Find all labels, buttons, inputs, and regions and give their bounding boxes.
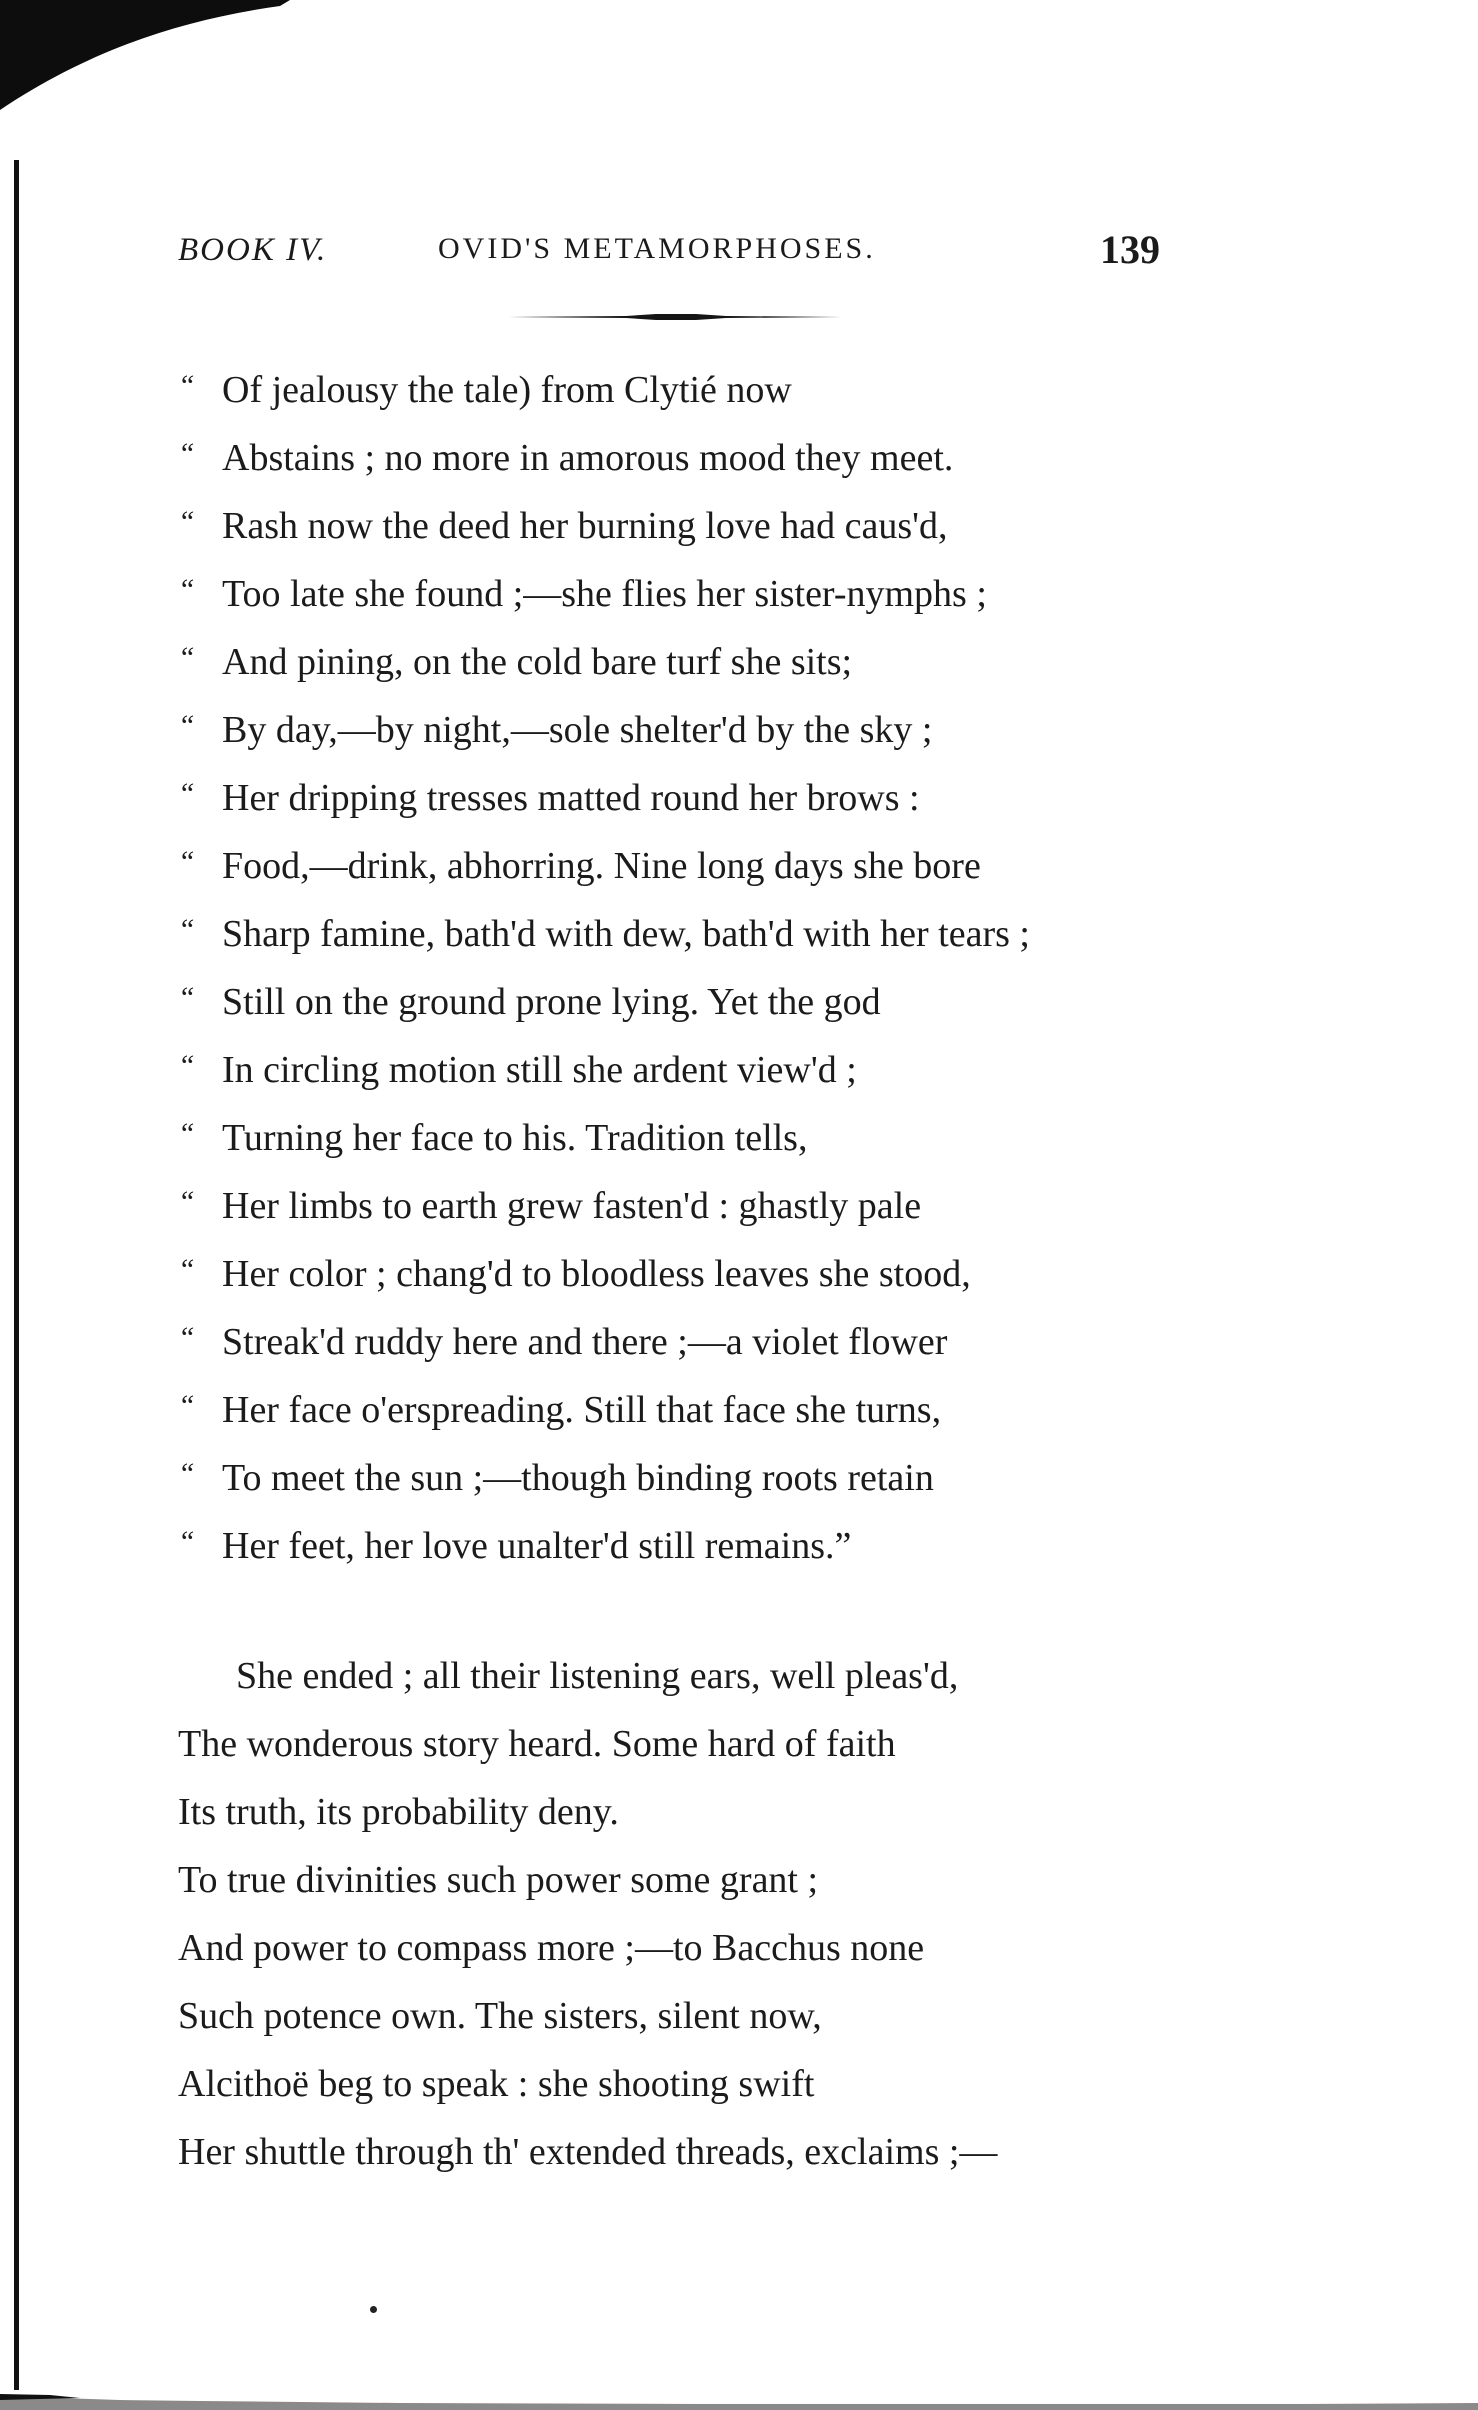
verse-block <box>178 366 1278 1590</box>
stray-mark <box>370 2306 377 2313</box>
opening-quote-mark: “ <box>178 1525 195 1558</box>
opening-quote-mark: “ <box>178 1457 195 1490</box>
running-title: OVID'S METAMORPHOSES. <box>438 232 876 265</box>
scan-corner-shadow <box>0 0 300 120</box>
narrative-block <box>178 1652 1278 2196</box>
verse-line <box>178 1250 1278 1318</box>
narrative-line: Its truth, its probability deny. <box>178 1791 619 1833</box>
opening-quote-mark: “ <box>178 369 195 402</box>
verse-line-text: Abstains ; no more in amorous mood they meet. <box>222 437 954 479</box>
opening-quote-mark: “ <box>178 573 195 606</box>
opening-quote-mark: “ <box>178 1117 195 1150</box>
verse-line-text: Too late she found ;—she flies her sister-nymphs ; <box>222 573 987 615</box>
scan-left-edge <box>14 160 19 2390</box>
verse-line-text: Still on the ground prone lying. Yet the god <box>222 981 881 1023</box>
narrative-line: To true divinities such power some grant ; <box>178 1859 819 1901</box>
verse-line-text: Turning her face to his. Tradition tells, <box>222 1117 808 1159</box>
narrative-line: She ended ; all their listening ears, well pleas'd, <box>236 1655 959 1697</box>
verse-line-text: To meet the sun ;—though binding roots retain <box>222 1457 934 1499</box>
opening-quote-mark: “ <box>178 981 195 1014</box>
opening-quote-mark: “ <box>178 1049 195 1082</box>
opening-quote-mark: “ <box>178 437 195 470</box>
narrative-line: Alcithoë beg to speak : she shooting swift <box>178 2063 815 2105</box>
verse-line-text: Rash now the deed her burning love had caus'd, <box>222 505 948 547</box>
verse-line <box>178 1318 1278 1386</box>
verse-line <box>178 1522 1278 1590</box>
opening-quote-mark: “ <box>178 505 195 538</box>
verse-line <box>178 434 1278 502</box>
running-header <box>0 222 1478 282</box>
verse-line-text: And pining, on the cold bare turf she sits; <box>222 641 853 683</box>
verse-line-text: Her color ; chang'd to bloodless leaves she stood, <box>222 1253 971 1295</box>
verse-line-text: Streak'd ruddy here and there ;—a violet flower <box>222 1321 948 1363</box>
verse-line <box>178 570 1278 638</box>
verse-line <box>178 978 1278 1046</box>
verse-line-text: Her dripping tresses matted round her brows : <box>222 777 920 819</box>
opening-quote-mark: “ <box>178 641 195 674</box>
opening-quote-mark: “ <box>178 777 195 810</box>
opening-quote-mark: “ <box>178 913 195 946</box>
verse-line <box>178 1046 1278 1114</box>
opening-quote-mark: “ <box>178 709 195 742</box>
narrative-line: Such potence own. The sisters, silent now, <box>178 1995 822 2037</box>
verse-line-text: Her feet, her love unalter'd still remains.” <box>222 1525 852 1567</box>
verse-line <box>178 1114 1278 1182</box>
narrative-line: The wonderous story heard. Some hard of faith <box>178 1723 896 1765</box>
verse-line <box>178 1386 1278 1454</box>
verse-line-text: By day,—by night,—sole shelter'd by the sky ; <box>222 709 933 751</box>
verse-line <box>178 842 1278 910</box>
verse-line-text: Food,—drink, abhorring. Nine long days she bore <box>222 845 981 887</box>
opening-quote-mark: “ <box>178 1253 195 1286</box>
verse-line-text: In circling motion still she ardent view'd ; <box>222 1049 857 1091</box>
verse-line <box>178 1454 1278 1522</box>
narrative-line: And power to compass more ;—to Bacchus none <box>178 1927 925 1969</box>
header-ornamental-rule <box>506 312 842 322</box>
opening-quote-mark: “ <box>178 1185 195 1218</box>
verse-line <box>178 774 1278 842</box>
opening-quote-mark: “ <box>178 1321 195 1354</box>
verse-line <box>178 638 1278 706</box>
verse-line-text: Of jealousy the tale) from Clytié now <box>222 369 792 411</box>
verse-line-text: Sharp famine, bath'd with dew, bath'd with her tears ; <box>222 913 1030 955</box>
verse-line <box>178 910 1278 978</box>
verse-line-text: Her limbs to earth grew fasten'd : ghastly pale <box>222 1185 922 1227</box>
verse-line-text: Her face o'erspreading. Still that face she turns, <box>222 1389 942 1431</box>
opening-quote-mark: “ <box>178 845 195 878</box>
verse-line <box>178 706 1278 774</box>
scan-bottom-edge <box>0 2386 1478 2410</box>
verse-line <box>178 502 1278 570</box>
narrative-line: Her shuttle through th' extended threads, exclaims ;— <box>178 2131 998 2173</box>
verse-line <box>178 366 1278 434</box>
book-label: BOOK IV. <box>178 232 328 268</box>
opening-quote-mark: “ <box>178 1389 195 1422</box>
page-number: 139 <box>1100 227 1160 272</box>
verse-line <box>178 1182 1278 1250</box>
